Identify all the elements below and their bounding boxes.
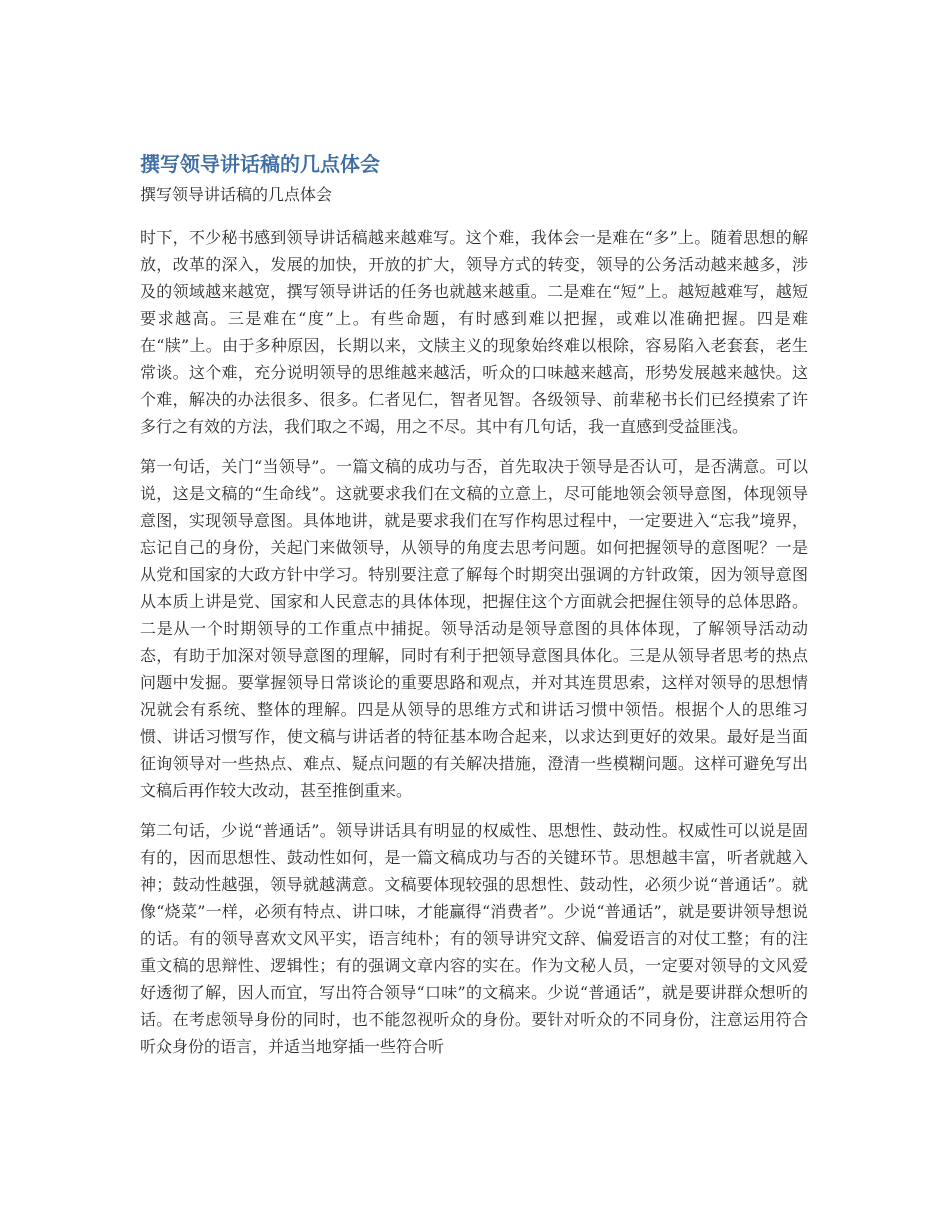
body-paragraph-second-point: 第二句话，少说“普通话”。领导讲话具有明显的权威性、思想性、鼓动性。权威性可以说是固有的，因而思想性、鼓动性如何，是一篇文稿成功与否的关键环节。思想越丰富，听者就越入神；鼓动性越强，领导就越满意。文稿要体现较强的思想性、鼓动性，必须少说“普通话”。就像“烧菜”一样，必须有特点、讲口味，才能赢得“消费者”。少说“普通话”，就是要讲领导想说的话。有的领导喜欢文风平实，语言纯朴；有的领导讲究文辞、偏爱语言的对仗工整；有的注重文稿的思辩性、逻辑性；有的强调文章内容的实在。作为文秘人员，一定要对领导的文风爱好透彻了解，因人而宜，写出符合领导“口味”的文稿来。少说“普通话”，就是要讲群众想听的话。在考虑领导身份的同时，也不能忽视听众的身份。要针对听众的不同身份，注意运用符合听众身份的语言，并适当地穿插一些符合听 — [140, 821, 808, 1056]
document-page — [140, 150, 808, 1060]
document-subtitle: 撰写领导讲话稿的几点体会 — [140, 185, 333, 204]
document-title: 撰写领导讲话稿的几点体会 — [140, 152, 380, 176]
body-paragraph-first-point: 第一句话，关门“当领导”。一篇文稿的成功与否，首先取决于领导是否认可，是否满意。可以说，这是文稿的“生命线”。这就要求我们在文稿的立意上，尽可能地领会领导意图，体现领导意图，实现领导意图。具体地讲，就是要求我们在写作构思过程中，一定要进入“忘我”境界，忘记自己的身份，关起门来做领导，从领导的角度去思考问题。如何把握领导的意图呢？一是从党和国家的大政方针中学习。特别要注意了解每个时期突出强调的方针政策，因为领导意图从本质上讲是党、国家和人民意志的具体体现，把握住这个方面就会把握住领导的总体思路。二是从一个时期领导的工作重点中捕捉。领导活动是领导意图的具体体现，了解领导活动动态，有助于加深对领导意图的理解，同时有利于把领导意图具体化。三是从领导者思考的热点问题中发掘。要掌握领导日常谈论的重要思路和观点，并对其连贯思索，这样对领导的思想情况就会有系统、整体的理解。四是从领导的思维方式和讲话习惯中领悟。根据个人的思维习惯、讲话习惯写作，使文稿与讲话者的特征基本吻合起来，以求达到更好的效果。最好是当面征询领导对一些热点、难点、疑点问题的有关解决措施，澄清一些模糊问题。这样可避免写出文稿后再作较大改动，甚至推倒重来。 — [140, 457, 808, 800]
body-paragraph-intro: 时下，不少秘书感到领导讲话稿越来越难写。这个难，我体会一是难在“多”上。随着思想的解放，改革的深入，发展的加快，开放的扩大，领导方式的转变，领导的公务活动越来越多，涉及的领域越来越宽，撰写领导讲话的任务也就越来越重。二是难在“短”上。越短越难写，越短要求越高。三是难在“度”上。有些命题，有时感到难以把握，或难以准确把握。四是难在“牍”上。由于多种原因，长期以来，文牍主义的现象始终难以根除，容易陷入老套套，老生常谈。这个难，充分说明领导的思维越来越活，听众的口味越来越高，形势发展越来越快。这个难，解决的办法很多、很多。仁者见仁，智者见智。各级领导、前辈秘书长们已经摸索了许多行之有效的方法，我们取之不竭，用之不尽。其中有几句话，我一直感到受益匪浅。 — [140, 228, 808, 436]
